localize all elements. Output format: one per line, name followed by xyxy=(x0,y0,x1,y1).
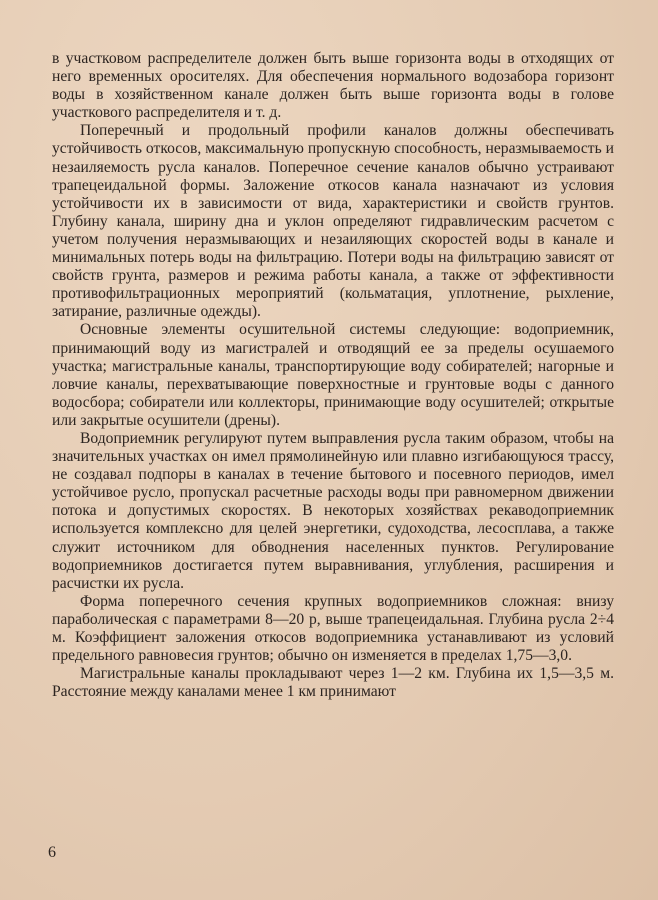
page-number: 6 xyxy=(48,844,56,861)
paragraph-receiver-regulation: Водоприемник регулируют путем выправления русла таким образом, чтобы на значительных участках он имел прямолинейную или плавно изгибающуюся трассу, не создавал подпоры в каналах в течение бытового и посевного периодов, имел устойчивое русло, пропускал расчетные расходы воды при равномерном движении потока и допустимых скоростях. В некоторых хозяйствах рекаводоприемник используется комплексно для целей энергетики, судоходства, лесосплава, а также служит источником для обводнения населенных пунктов. Регулирование водоприемников достигается путем выравнивания, углубления, расширения и расчистки их русла. xyxy=(52,429,614,592)
paragraph-canal-profiles: Поперечный и продольный профили каналов должны обеспечивать устойчивость откосов, максимальную пропускную способность, неразмываемость и незаиляемость русла каналов. Поперечное сечение каналов обычно устраивают трапецеидальной формы. Заложение откосов канала назначают из условия устойчивости их в зависимости от вида, характеристики и свойств грунтов. Глубину канала, ширину дна и уклон определяют гидравлическим расчетом с учетом получения неразмывающих и незаиляющих скоростей воды в канале и минимальных потерь воды на фильтрацию. Потери воды на фильтрацию зависят от свойств грунта, размеров и режима работы канала, а также от эффективности противофильтрационных мероприятий (кольматация, уплотнение, рыхление, затирание, различные одежды). xyxy=(52,122,614,321)
paragraph-drainage-elements: Основные элементы осушительной системы следующие: водоприемник, принимающий воду из магистралей и отводящий ее за пределы осушаемого участка; магистральные каналы, транспортирующие воду собирателей; нагорные и ловчие каналы, перехватывающие поверхностные и грунтовые воды с данного водосбора; собиратели или коллекторы, принимающие воду осушителей; открытые или закрытые осушители (дрены). xyxy=(52,321,614,429)
page-body xyxy=(52,50,614,701)
paragraph-cross-section: Форма поперечного сечения крупных водоприемников сложная: внизу параболическая с параметрами 8—20 р, выше трапецеидальная. Глубина русла 2÷4 м. Коэффициент заложения откосов водоприемника устанавливают из условий предельного равновесия грунтов; обычно он изменяется в пределах 1,75—3,0. xyxy=(52,592,614,665)
paragraph-continuation: в участковом распределителе должен быть выше горизонта воды в отходящих от него временных оросителях. Для обеспечения нормального водозабора горизонт воды в хозяйственном канале должен быть выше горизонта воды в голове участкового распределителя и т. д. xyxy=(52,50,614,122)
paragraph-main-canals: Магистральные каналы прокладывают через 1—2 км. Глубина их 1,5—3,5 м. Расстояние между каналами менее 1 км принимают xyxy=(52,665,614,701)
